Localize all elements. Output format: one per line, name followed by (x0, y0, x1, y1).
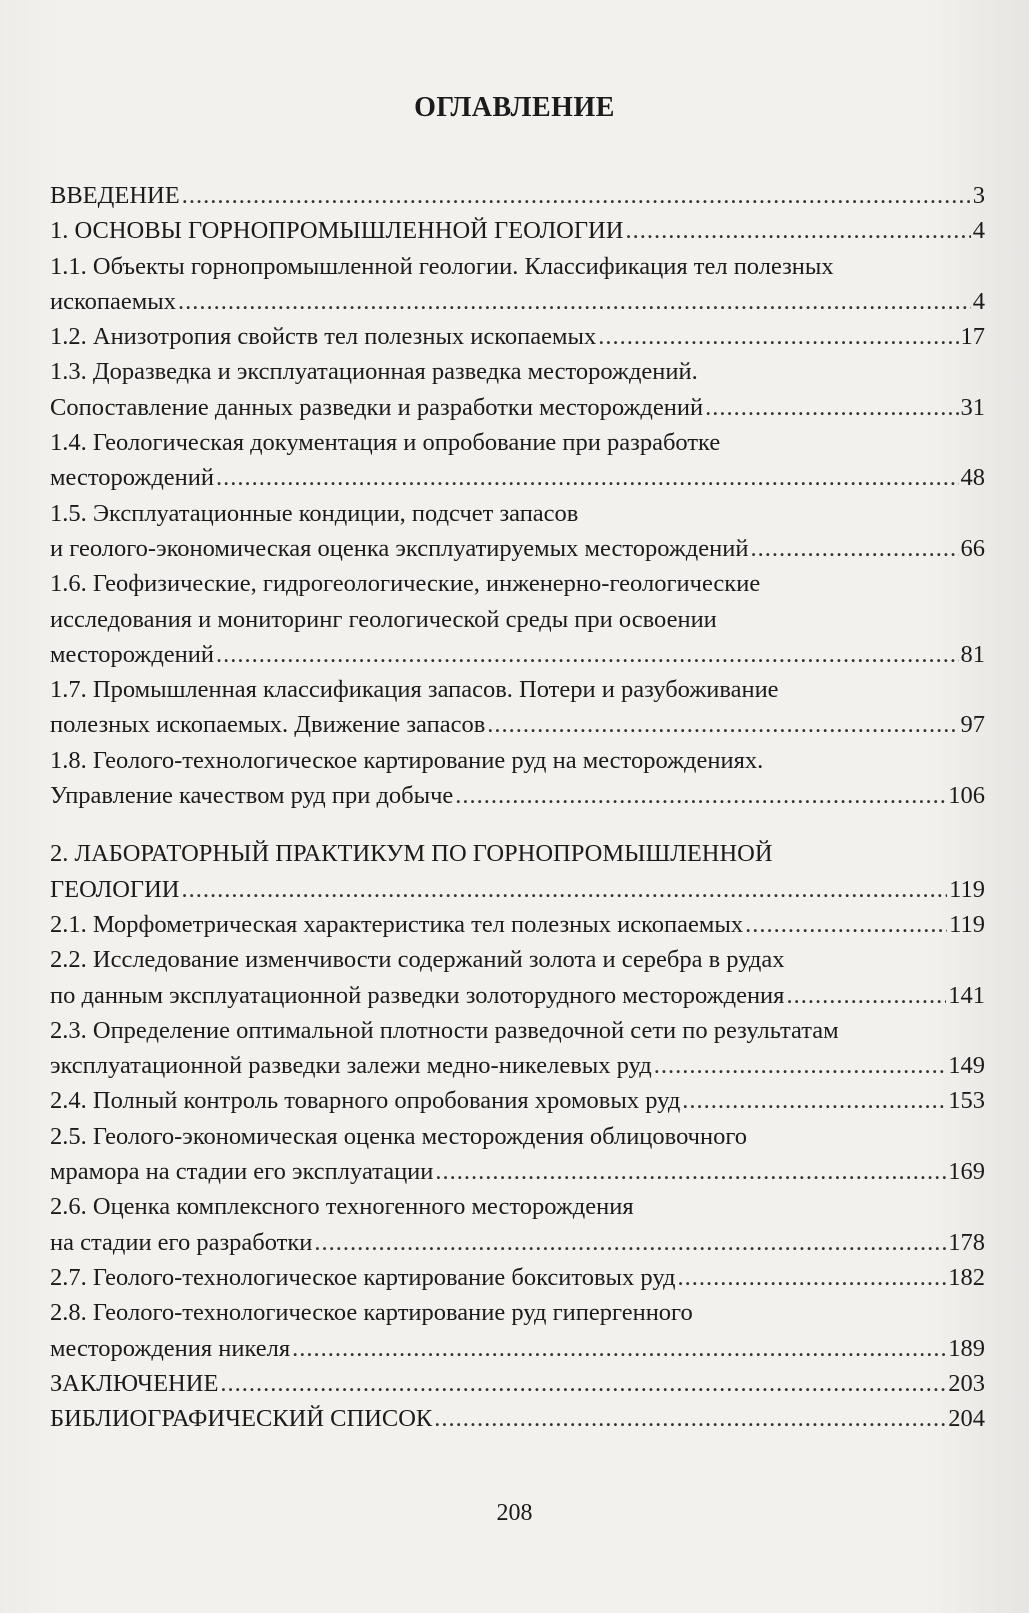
toc-entry-text-line: БИБЛИОГРАФИЧЕСКИЙ СПИСОК (50, 1405, 433, 1433)
toc-entry-text-line: 1.4. Геологическая документация и опробование при разработке (50, 429, 721, 457)
dot-leader (216, 460, 959, 495)
toc-entry-page-number: 81 (960, 640, 985, 668)
dot-leader (487, 707, 958, 742)
toc-entry-text-line: 2.1. Морфометрическая характеристика тел полезных ископаемых (50, 910, 744, 938)
toc-entry-text-line: и геолого-экономическая оценка эксплуатируемых месторождений (50, 534, 749, 562)
toc-entry-page-number: 189 (948, 1334, 985, 1362)
dot-leader (598, 319, 958, 354)
toc-entry-leader-line (50, 1401, 985, 1436)
toc-entry-text-line: ВВЕДЕНИЕ (50, 182, 180, 209)
toc-entry-leader-line (50, 978, 985, 1013)
toc-entry-leader-line (50, 778, 985, 813)
toc-entry-text-line: 1. ОСНОВЫ ГОРНОПРОМЫШЛЕННОЙ ГЕОЛОГИИ (50, 217, 624, 245)
toc-entry-page-number: 119 (949, 875, 985, 903)
page-title: ОГЛАВЛЕНИЕ (414, 92, 615, 123)
toc-entry (50, 942, 985, 1013)
toc-entry (50, 1013, 985, 1084)
toc-entry-page-number: 31 (960, 393, 985, 421)
dot-leader (435, 1154, 946, 1189)
toc-entry-leader-line (50, 707, 985, 742)
toc-entry-text-line: Сопоставление данных разведки и разработки месторождений (50, 393, 704, 421)
page-number: 208 (496, 1500, 533, 1526)
toc-entry-page-number: 153 (948, 1087, 985, 1115)
toc-entry-page-number: 178 (948, 1228, 985, 1256)
toc-entry-page-number: 149 (948, 1052, 985, 1080)
toc-entry-text-line: Управление качеством руд при добыче (50, 782, 454, 810)
toc-entry-text-line: 2.6. Оценка комплексного техногенного месторождения (50, 1193, 634, 1221)
toc-entry-text-line: полезных ископаемых. Движение запасов (50, 711, 486, 739)
toc-entry (50, 178, 985, 213)
toc-entry-page-number: 48 (960, 464, 985, 492)
toc-entry (50, 1260, 985, 1295)
toc-entry (50, 907, 985, 942)
toc-entry (50, 672, 985, 743)
toc-entry-page-number: 119 (949, 910, 985, 938)
toc-entry-leader-line (50, 1331, 985, 1366)
toc-entry (50, 496, 985, 567)
toc-entry-text-line: 2.8. Геолого-технологическое картирование руд гипергенного (50, 1299, 693, 1327)
toc-entry-page-number: 169 (948, 1158, 985, 1186)
dot-leader (292, 1331, 946, 1366)
toc-entry-text-line: месторождений (50, 640, 214, 668)
toc-entry-leader-line (50, 284, 985, 319)
toc-entry-page-number: 4 (972, 217, 985, 245)
toc-entry (50, 213, 985, 248)
dot-leader (178, 284, 971, 319)
toc-entry (50, 1083, 985, 1118)
toc-entry-leader-line (50, 319, 985, 354)
toc-entry-text-line: месторождения никеля (50, 1334, 291, 1362)
toc-entry-text-line: 2.2. Исследование изменчивости содержаний золота и серебра в рудах (50, 946, 785, 974)
toc-entry-leader-line (50, 1048, 985, 1083)
toc-entry-text-line: 2.3. Определение оптимальной плотности разведочной сети по результатам (50, 1016, 839, 1044)
dot-leader (625, 213, 970, 248)
toc-entry-text-line: на стадии его разработки (50, 1228, 313, 1256)
dot-leader (654, 1048, 947, 1083)
toc-entry-page-number: 182 (948, 1263, 985, 1291)
toc-entry-leader-line (50, 531, 985, 566)
toc-entry-page-number: 3 (972, 182, 985, 209)
toc-entry-leader-line (50, 1154, 985, 1189)
toc-entry-page-number: 4 (972, 287, 985, 315)
toc-entry-page-number: 141 (948, 981, 985, 1009)
toc-entry (50, 836, 985, 907)
toc-entry-text-line: по данным эксплуатационной разведки золоторудного месторождения (50, 981, 785, 1009)
toc-entry-page-number: 203 (948, 1369, 985, 1397)
toc-entry-leader-line (50, 390, 985, 425)
toc-entry-text-line: 2.7. Геолого-технологическое картирование бокситовых руд (50, 1263, 676, 1291)
toc-entry-page-number: 66 (960, 534, 985, 562)
toc-entry-page-number: 106 (948, 782, 985, 810)
toc-entry-leader-line (50, 178, 985, 213)
toc-entry-text-line: месторождений (50, 464, 214, 492)
toc-entry (50, 1189, 985, 1260)
toc-entry-text-line: 1.1. Объекты горнопромышленной геологии. Классификация тел полезных (50, 252, 834, 280)
dot-leader (220, 1366, 946, 1401)
toc-entry (50, 425, 985, 496)
toc-entry (50, 354, 985, 425)
toc-entry-leader-line (50, 1366, 985, 1401)
toc-entry-leader-line (50, 637, 985, 672)
toc-entry-leader-line (50, 213, 985, 248)
toc-entry-leader-line (50, 460, 985, 495)
toc-entry-text-line: ископаемых (50, 287, 176, 315)
toc-entry-text-line: 1.5. Эксплуатационные кондиции, подсчет запасов (50, 499, 579, 527)
toc-entry-text-line: 2.5. Геолого-экономическая оценка месторождения облицовочного (50, 1122, 748, 1150)
toc-entry-leader-line (50, 872, 985, 907)
toc-entry-page-number: 204 (948, 1405, 985, 1433)
dot-leader (682, 1083, 946, 1118)
toc-entry-text-line: 1.6. Геофизические, гидрогеологические, инженерно-геологические (50, 570, 761, 598)
toc-entry-text-line: ГЕОЛОГИИ (50, 875, 180, 903)
dot-leader (181, 872, 947, 907)
toc-entry (50, 249, 985, 320)
toc-entry (50, 319, 985, 354)
dot-leader (750, 531, 958, 566)
toc-entry-text-line: 1.8. Геолого-технологическое картирование руд на месторождениях. (50, 746, 764, 774)
toc-entry-leader-line (50, 907, 985, 942)
toc-entry (50, 1401, 985, 1436)
dot-leader (216, 637, 959, 672)
toc-entry (50, 1119, 985, 1190)
toc-entry-text-line: эксплуатационной разведки залежи медно-никелевых руд (50, 1052, 652, 1080)
table-of-contents (50, 178, 985, 1436)
toc-entry-text-line: 1.7. Промышленная классификация запасов. Потери и разубоживание (50, 676, 779, 704)
dot-leader (678, 1260, 947, 1295)
toc-entry-text-line: ЗАКЛЮЧЕНИЕ (50, 1369, 219, 1397)
toc-entry-leader-line (50, 1225, 985, 1260)
toc-entry-text-line: 1.2. Анизотропия свойств тел полезных ископаемых (50, 323, 597, 351)
dot-leader (455, 778, 946, 813)
dot-leader (786, 978, 946, 1013)
toc-entry-leader-line (50, 1083, 985, 1118)
toc-entry-text-line: 2.4. Полный контроль товарного опробования хромовых руд (50, 1087, 681, 1115)
toc-entry (50, 1366, 985, 1401)
dot-leader (314, 1225, 946, 1260)
toc-entry-page-number: 17 (960, 323, 985, 351)
dot-leader (745, 907, 947, 942)
toc-entry-text-line: 2. ЛАБОРАТОРНЫЙ ПРАКТИКУМ ПО ГОРНОПРОМЫШЛЕННОЙ (50, 840, 773, 868)
toc-entry (50, 566, 985, 672)
toc-entry (50, 743, 985, 814)
dot-leader (434, 1401, 946, 1436)
toc-entry-text-line: 1.3. Доразведка и эксплуатационная разведка месторождений. (50, 358, 698, 386)
toc-entry (50, 1295, 985, 1366)
toc-entry-text-line: мрамора на стадии его эксплуатации (50, 1158, 434, 1186)
dot-leader (182, 178, 971, 213)
dot-leader (705, 390, 958, 425)
toc-entry-leader-line (50, 1260, 985, 1295)
toc-entry-page-number: 97 (960, 711, 985, 739)
toc-entry-text-line: исследования и мониторинг геологической среды при освоении (50, 605, 717, 633)
